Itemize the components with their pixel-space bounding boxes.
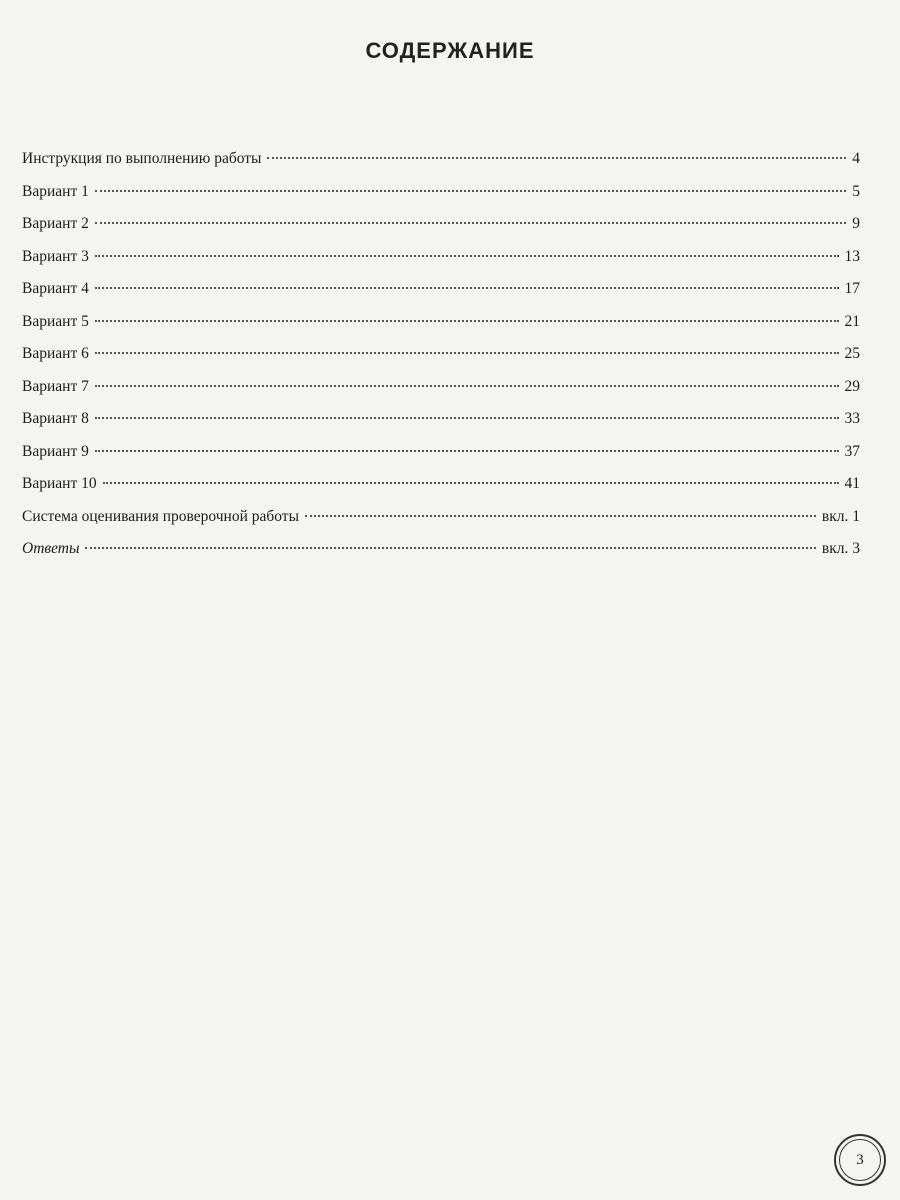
toc-entry	[22, 410, 860, 443]
toc-entry-page: 25	[844, 345, 860, 362]
toc-entry-label: Ответы	[22, 540, 80, 557]
toc-entry-label: Вариант 5	[22, 312, 89, 330]
toc-entry-label: Вариант 1	[22, 182, 89, 200]
table-of-contents	[22, 150, 860, 573]
toc-dot-leader	[305, 515, 816, 517]
toc-entry-label: Инструкция по выполнению работы	[22, 150, 262, 167]
toc-entry	[22, 248, 860, 281]
toc-entry-label: Вариант 3	[22, 247, 89, 265]
toc-entry-page: вкл. 3	[821, 540, 860, 557]
toc-entry-page: 5	[852, 182, 860, 200]
toc-entry	[22, 313, 860, 346]
toc-entry	[22, 378, 860, 411]
toc-dot-leader	[95, 385, 839, 387]
toc-dot-leader	[95, 450, 839, 452]
toc-entry-page: 9	[852, 215, 860, 232]
toc-entry-page: 4	[852, 150, 860, 167]
toc-entry-label: Вариант 9	[22, 442, 89, 460]
toc-entry-page: 13	[844, 247, 860, 265]
toc-entry	[22, 540, 860, 573]
toc-dot-leader	[95, 287, 839, 289]
page-number-badge	[834, 1134, 886, 1186]
toc-entry-page: 41	[844, 475, 860, 492]
toc-entry-page: вкл. 1	[821, 507, 860, 525]
toc-entry-label: Вариант 2	[22, 215, 89, 232]
toc-entry-label: Вариант 6	[22, 345, 89, 362]
toc-entry	[22, 183, 860, 216]
toc-entry-label: Вариант 10	[22, 475, 97, 492]
toc-entry-page: 17	[844, 280, 860, 297]
toc-entry-label: Вариант 8	[22, 410, 89, 427]
toc-entry	[22, 508, 860, 541]
toc-entry	[22, 345, 860, 378]
toc-entry-page: 33	[844, 410, 860, 427]
toc-entry-page: 29	[844, 377, 860, 395]
toc-dot-leader	[95, 222, 846, 224]
toc-entry	[22, 215, 860, 248]
toc-dot-leader	[95, 352, 839, 354]
toc-entry	[22, 443, 860, 476]
toc-entry	[22, 475, 860, 508]
toc-dot-leader	[85, 547, 815, 549]
toc-dot-leader	[103, 482, 839, 484]
toc-dot-leader	[95, 255, 839, 257]
toc-entry-label: Вариант 7	[22, 377, 89, 395]
toc-dot-leader	[95, 320, 839, 322]
toc-dot-leader	[95, 417, 839, 419]
toc-dot-leader	[95, 190, 846, 192]
toc-entry-label: Вариант 4	[22, 280, 89, 297]
toc-entry-page: 21	[844, 312, 860, 330]
toc-entry-label: Система оценивания проверочной работы	[22, 507, 299, 525]
page-title: СОДЕРЖАНИЕ	[365, 38, 535, 63]
page-number: 3	[839, 1139, 881, 1181]
toc-dot-leader	[267, 157, 846, 159]
toc-entry	[22, 280, 860, 313]
toc-entry	[22, 150, 860, 183]
toc-entry-page: 37	[844, 442, 860, 460]
